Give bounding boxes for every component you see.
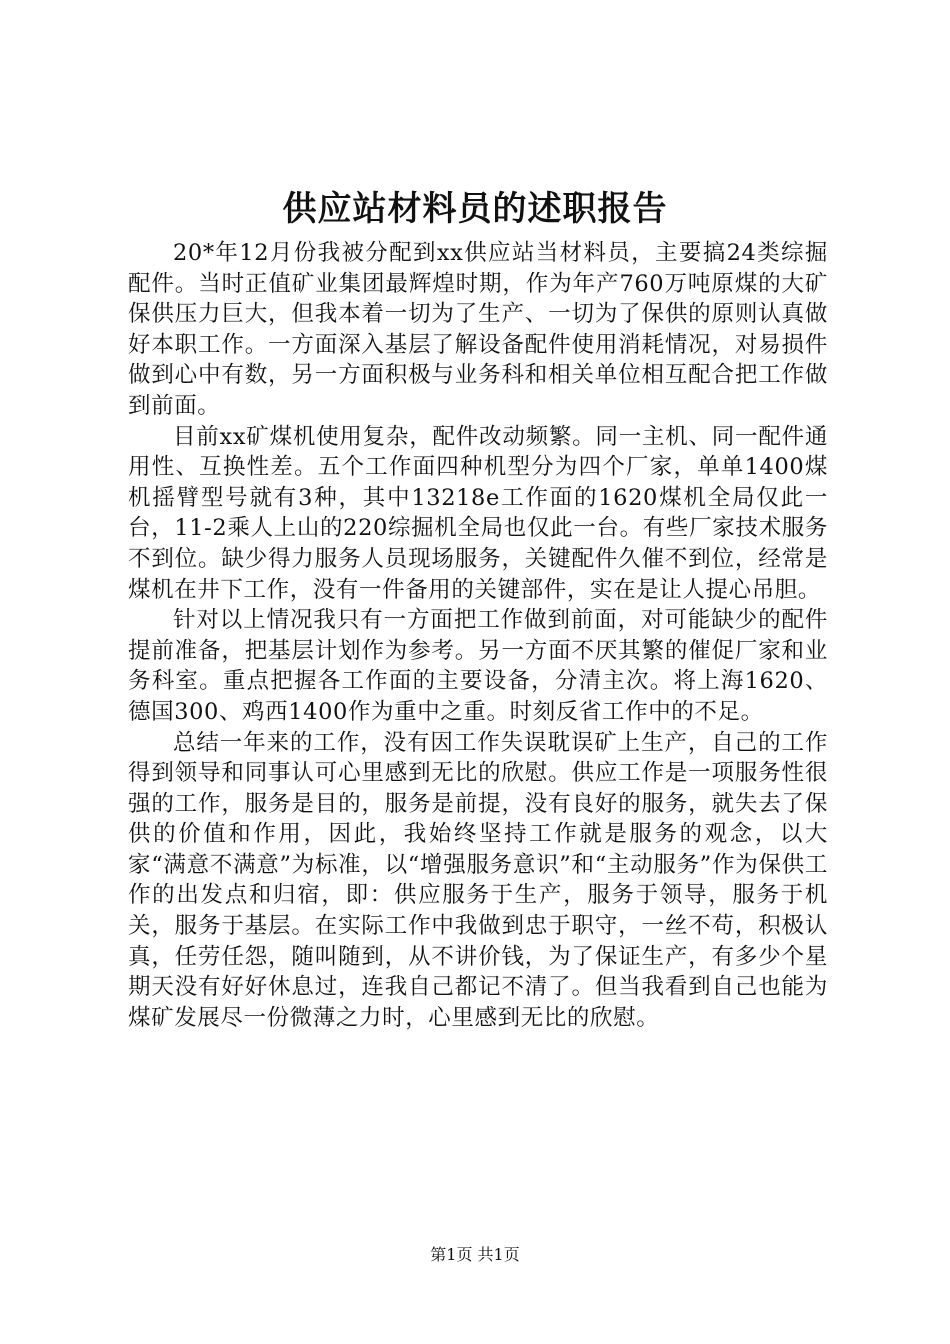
document-title: 供应站材料员的述职报告 — [282, 189, 668, 229]
paragraph-1: 20*年12月份我被分配到xx供应站当材料员，主要搞24类综掘配件。当时正值矿业集团最辉煌时期，作为年产760万吨原煤的大矿保供压力巨大，但我本着一切为了生产、一切为了保供的原则认真做好本职工作。一方面深入基层了解设备配件使用消耗情况，对易损件做到心中有数，另一方面积极与业务科和相关单位相互配合把工作做到前面。 — [128, 240, 828, 419]
paragraph-3: 针对以上情况我只有一方面把工作做到前面，对可能缺少的配件提前准备，把基层计划作为参考。另一方面不厌其繁的催促厂家和业务科室。重点把握各工作面的主要设备，分清主次。将上海1620、德国300、鸡西1400作为重中之重。时刻反省工作中的不足。 — [128, 607, 828, 725]
document-body — [128, 238, 828, 1033]
paragraph-2: 目前xx矿煤机使用复杂，配件改动频繁。同一主机、同一配件通用性、互换性差。五个工作面四种机型分为四个厂家，单单1400煤机摇臂型号就有3种，其中13218e工作面的1620煤机全局仅此一台，11-2乘人上山的220综掘机全局也仅此一台。有些厂家技术服务不到位。缺少得力服务人员现场服务，关键配件久催不到位，经常是煤机在井下工作，没有一件备用的关键部件，实在是让人提心吊胆。 — [128, 423, 828, 603]
page-footer: 第1页 共1页 — [430, 1245, 520, 1264]
paragraph-4: 总结一年来的工作，没有因工作失误耽误矿上生产，自己的工作得到领导和同事认可心里感到无比的欣慰。供应工作是一项服务性很强的工作，服务是目的，服务是前提，没有良好的服务，就失去了保供的价值和作用，因此，我始终坚持工作就是服务的观念，以大家“满意不满意”为标准，以“增强服务意识”和“主动服务”作为保供工作的出发点和归宿，即：供应服务于生产，服务于领导，服务于机关，服务于基层。在实际工作中我做到忠于职守，一丝不苟，积极认真，任劳任怨，随叫随到，从不讲价钱，为了保证生产，有多少个星期天没有好好休息过，连我自己都记不清了。但当我看到自己也能为煤矿发展尽一份微薄之力时，心里感到无比的欣慰。 — [128, 729, 828, 1031]
